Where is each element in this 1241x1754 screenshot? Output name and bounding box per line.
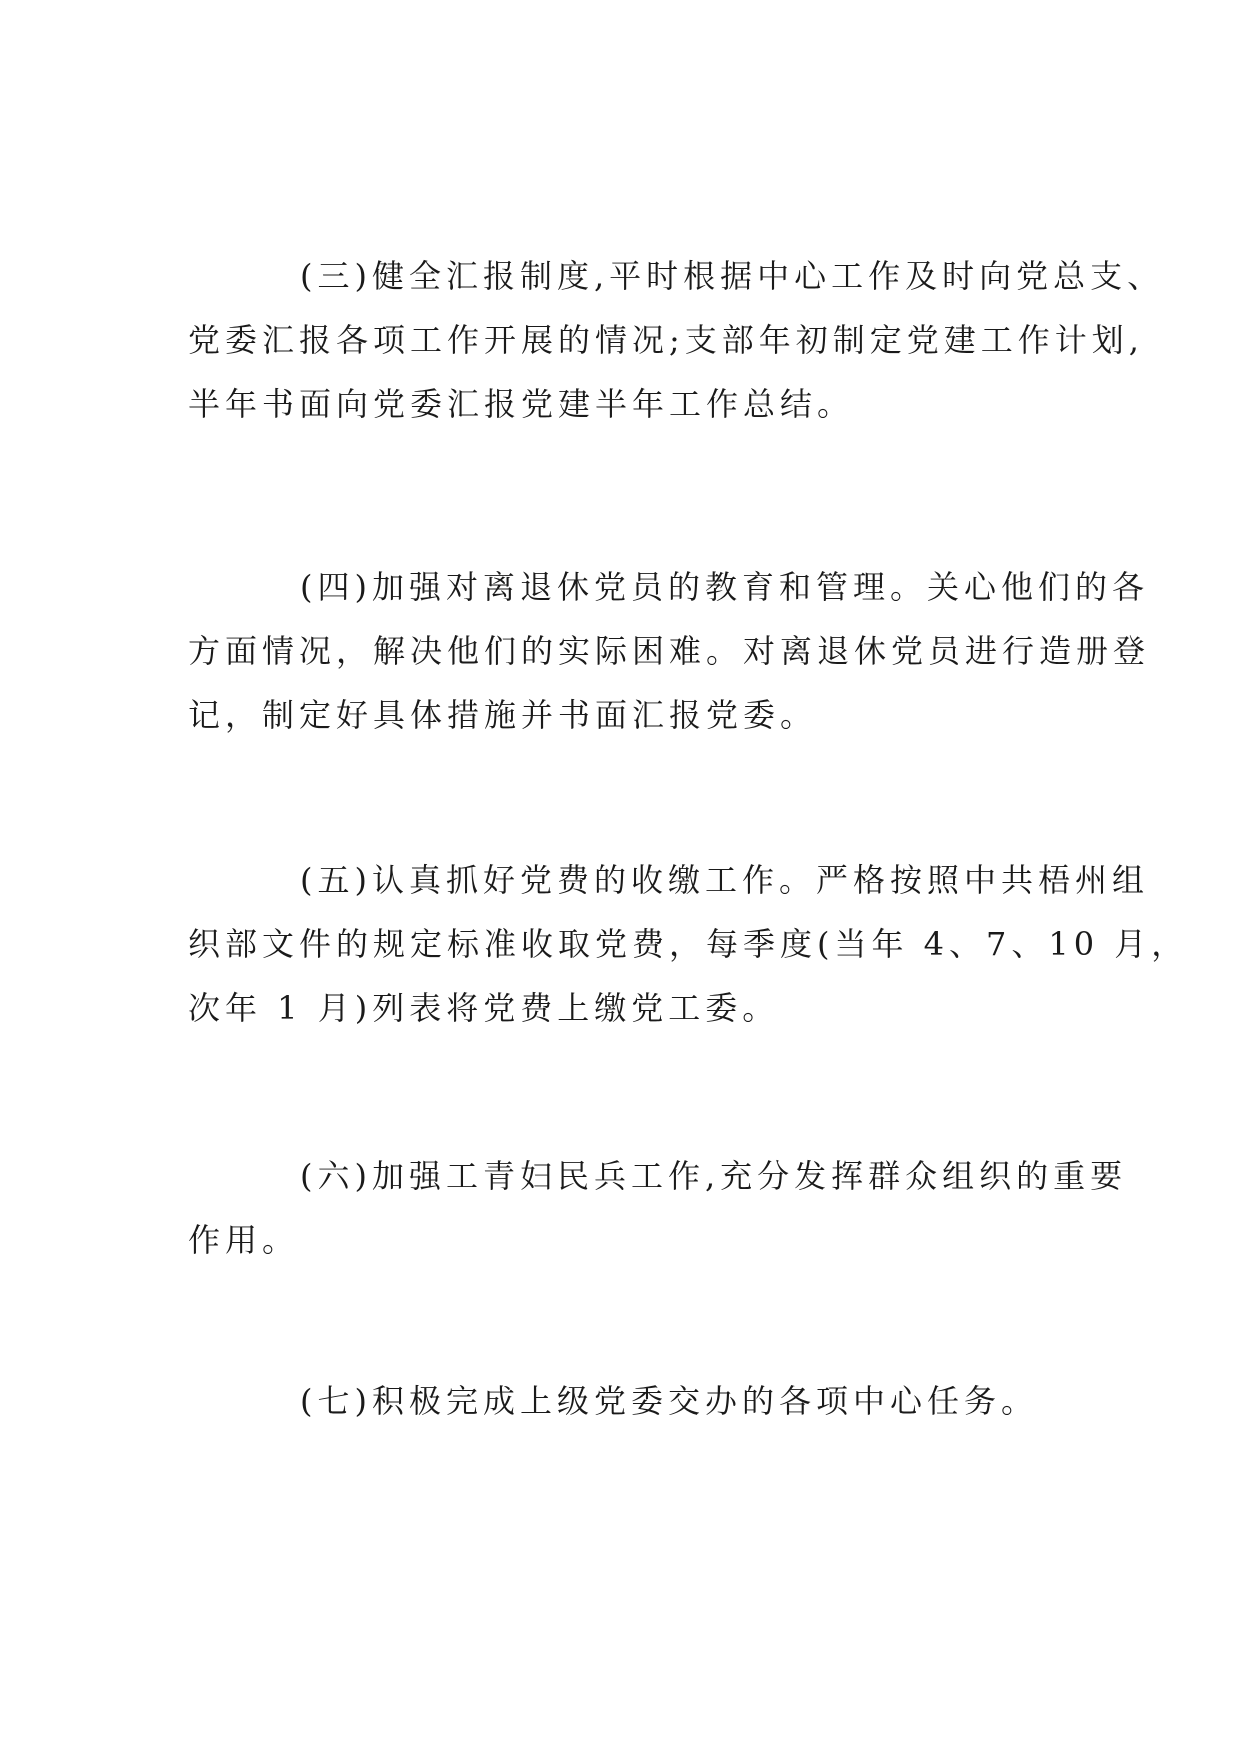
paragraph-line: 方面情况，解决他们的实际困难。对离退休党员进行造册登 — [188, 632, 1151, 670]
paragraph-line: 党委汇报各项工作开展的情况;支部年初制定党建工作计划, — [188, 321, 1144, 359]
paragraph-line: 次年 1 月)列表将党费上缴党工委。 — [188, 989, 780, 1027]
paragraph-line: 半年书面向党委汇报党建半年工作总结。 — [188, 385, 855, 423]
paragraph-party-dues — [188, 848, 1189, 1040]
paragraph-line: 记，制定好具体措施并书面汇报党委。 — [188, 696, 818, 734]
paragraph-reporting-system — [188, 244, 1165, 436]
paragraph-line: 作用。 — [188, 1221, 300, 1259]
paragraph-line: (四)加强对离退休党员的教育和管理。关心他们的各 — [300, 568, 1149, 606]
paragraph-mass-organizations — [188, 1144, 1128, 1272]
paragraph-line: (七)积极完成上级党委交办的各项中心任务。 — [300, 1382, 1038, 1420]
paragraph-retired-members — [188, 555, 1151, 747]
paragraph-line: 织部文件的规定标准收取党费，每季度(当年 4、7、10 月， — [188, 925, 1189, 963]
paragraph-line: (六)加强工青妇民兵工作,充分发挥群众组织的重要 — [300, 1157, 1128, 1195]
paragraph-central-tasks — [188, 1369, 1088, 1433]
paragraph-line: (五)认真抓好党费的收缴工作。严格按照中共梧州组 — [300, 861, 1149, 899]
paragraph-line: (三)健全汇报制度,平时根据中心工作及时向党总支、 — [300, 257, 1165, 295]
